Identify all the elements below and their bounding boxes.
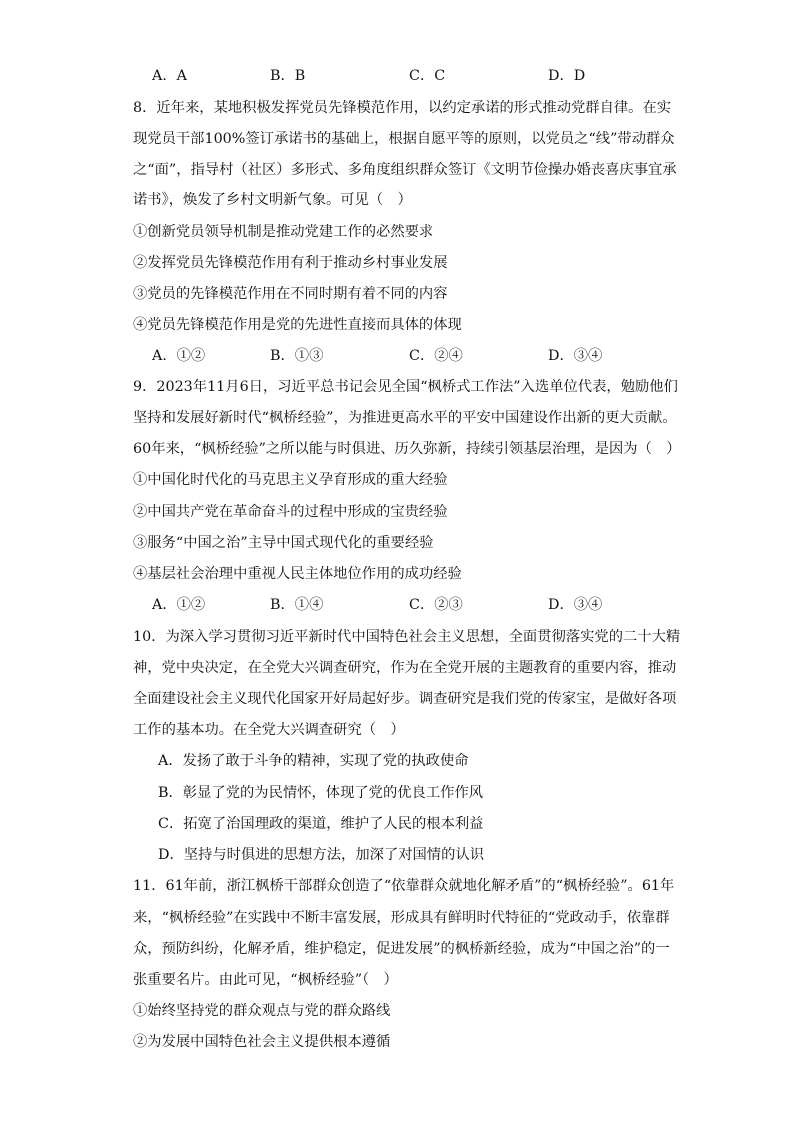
q8-item: ②发挥党员先锋模范作用有利于推动乡村事业发展: [133, 255, 448, 271]
q9-stem-line: 60年来，“枫桥经验”之所以能与时俱进、历久弥新，持续引领基层治理，是因为（ ）: [133, 441, 681, 457]
q9-item: ②中国共产党在革命奋斗的过程中形成的宝贵经验: [133, 504, 448, 520]
q8-item: ③党员的先锋模范作用在不同时期有着不同的内容: [133, 286, 448, 302]
q9-option-c[interactable]: C．②③: [409, 597, 463, 613]
q11-item: ②为发展中国特色社会主义提供根本遵循: [133, 1034, 391, 1050]
q11-item: ①始终坚持党的群众观点与党的群众路线: [133, 1003, 391, 1019]
q11-stem-line: 众，预防纠纷，化解矛盾，维护稳定，促进发展”的枫桥新经验，成为“中国之治”的一: [133, 941, 670, 957]
q8-stem-line: 之“面”，指导村（社区）多形式、多角度组织群众签订《文明节俭操办婚丧喜庆事宜承: [133, 162, 677, 178]
q8-stem-line: 8．近年来，某地积极发挥党员先锋模范作用，以约定承诺的形式推动党群自律。在实: [133, 100, 672, 116]
q11-stem-line: 11．61年前，浙江枫桥干部群众创造了“依靠群众就地化解矛盾”的“枫桥经验”。61年: [133, 878, 675, 894]
q8-option-a[interactable]: A．①②: [152, 348, 206, 364]
q8-stem-line: 诺书》，焕发了乡村文明新气象。可见（ ）: [133, 192, 412, 208]
q9-stem-line: 坚持和发展好新时代“枫桥经验”，为推进更高水平的平安中国建设作出新的更大贡献。: [133, 410, 677, 426]
q10-choice-d[interactable]: D．坚持与时俱进的思想方法，加深了对国情的认识: [158, 847, 484, 863]
q9-option-b[interactable]: B．①④: [270, 597, 324, 613]
q9-stem-line: 9．2023年11月6日，习近平总书记会见全国“枫桥式工作法”入选单位代表，勉励他们: [133, 379, 678, 395]
q9-item: ④基层社会治理中重视人民主体地位作用的成功经验: [133, 566, 462, 582]
q7-option-a[interactable]: A．A: [152, 68, 187, 84]
q10-stem-line: 全面建设社会主义现代化国家开好局起好步。调查研究是我们党的传家宝，是做好各项: [133, 691, 677, 707]
q10-choice-c[interactable]: C．拓宽了治国理政的渠道，维护了人民的根本利益: [158, 816, 484, 832]
q10-choice-b[interactable]: B．彰显了党的为民情怀，体现了党的优良工作作风: [158, 785, 484, 801]
q8-item: ④党员先锋模范作用是党的先进性直接而具体的体现: [133, 317, 462, 333]
q8-option-b[interactable]: B．①③: [270, 348, 324, 364]
q9-option-a[interactable]: A．①②: [152, 597, 206, 613]
q11-stem-line: 来，“枫桥经验”在实践中不断丰富发展，形成具有鲜明时代特征的“党政动手，依靠群: [133, 910, 670, 926]
q9-item: ①中国化时代化的马克思主义孕育形成的重大经验: [133, 472, 448, 488]
q8-stem-line: 现党员干部100%签订承诺书的基础上，根据自愿平等的原则，以党员之“线”带动群众: [133, 131, 675, 147]
q8-item: ①创新党员领导机制是推动党建工作的必然要求: [133, 224, 434, 240]
q11-stem-line: 张重要名片。由此可见，“枫桥经验”（ ）: [133, 972, 398, 988]
q7-option-c[interactable]: C．C: [409, 68, 446, 84]
q10-choice-a[interactable]: A．发扬了敢于斗争的精神，实现了党的执政使命: [158, 753, 469, 769]
q8-option-d[interactable]: D．③④: [548, 348, 603, 364]
q10-stem-line: 10．为深入学习贯彻习近平新时代中国特色社会主义思想，全面贯彻落实党的二十大精: [133, 629, 681, 645]
q10-stem-line: 工作的基本功。在全党大兴调查研究（ ）: [133, 722, 405, 738]
q10-stem-line: 神，党中央决定，在全党大兴调查研究，作为在全党开展的主题教育的重要内容，推动: [133, 660, 677, 676]
q8-option-c[interactable]: C．②④: [409, 348, 463, 364]
q7-option-d[interactable]: D．D: [548, 68, 586, 84]
q7-option-b[interactable]: B．B: [270, 68, 306, 84]
q9-option-d[interactable]: D．③④: [548, 597, 603, 613]
q9-item: ③服务“中国之治”主导中国式现代化的重要经验: [133, 535, 434, 551]
